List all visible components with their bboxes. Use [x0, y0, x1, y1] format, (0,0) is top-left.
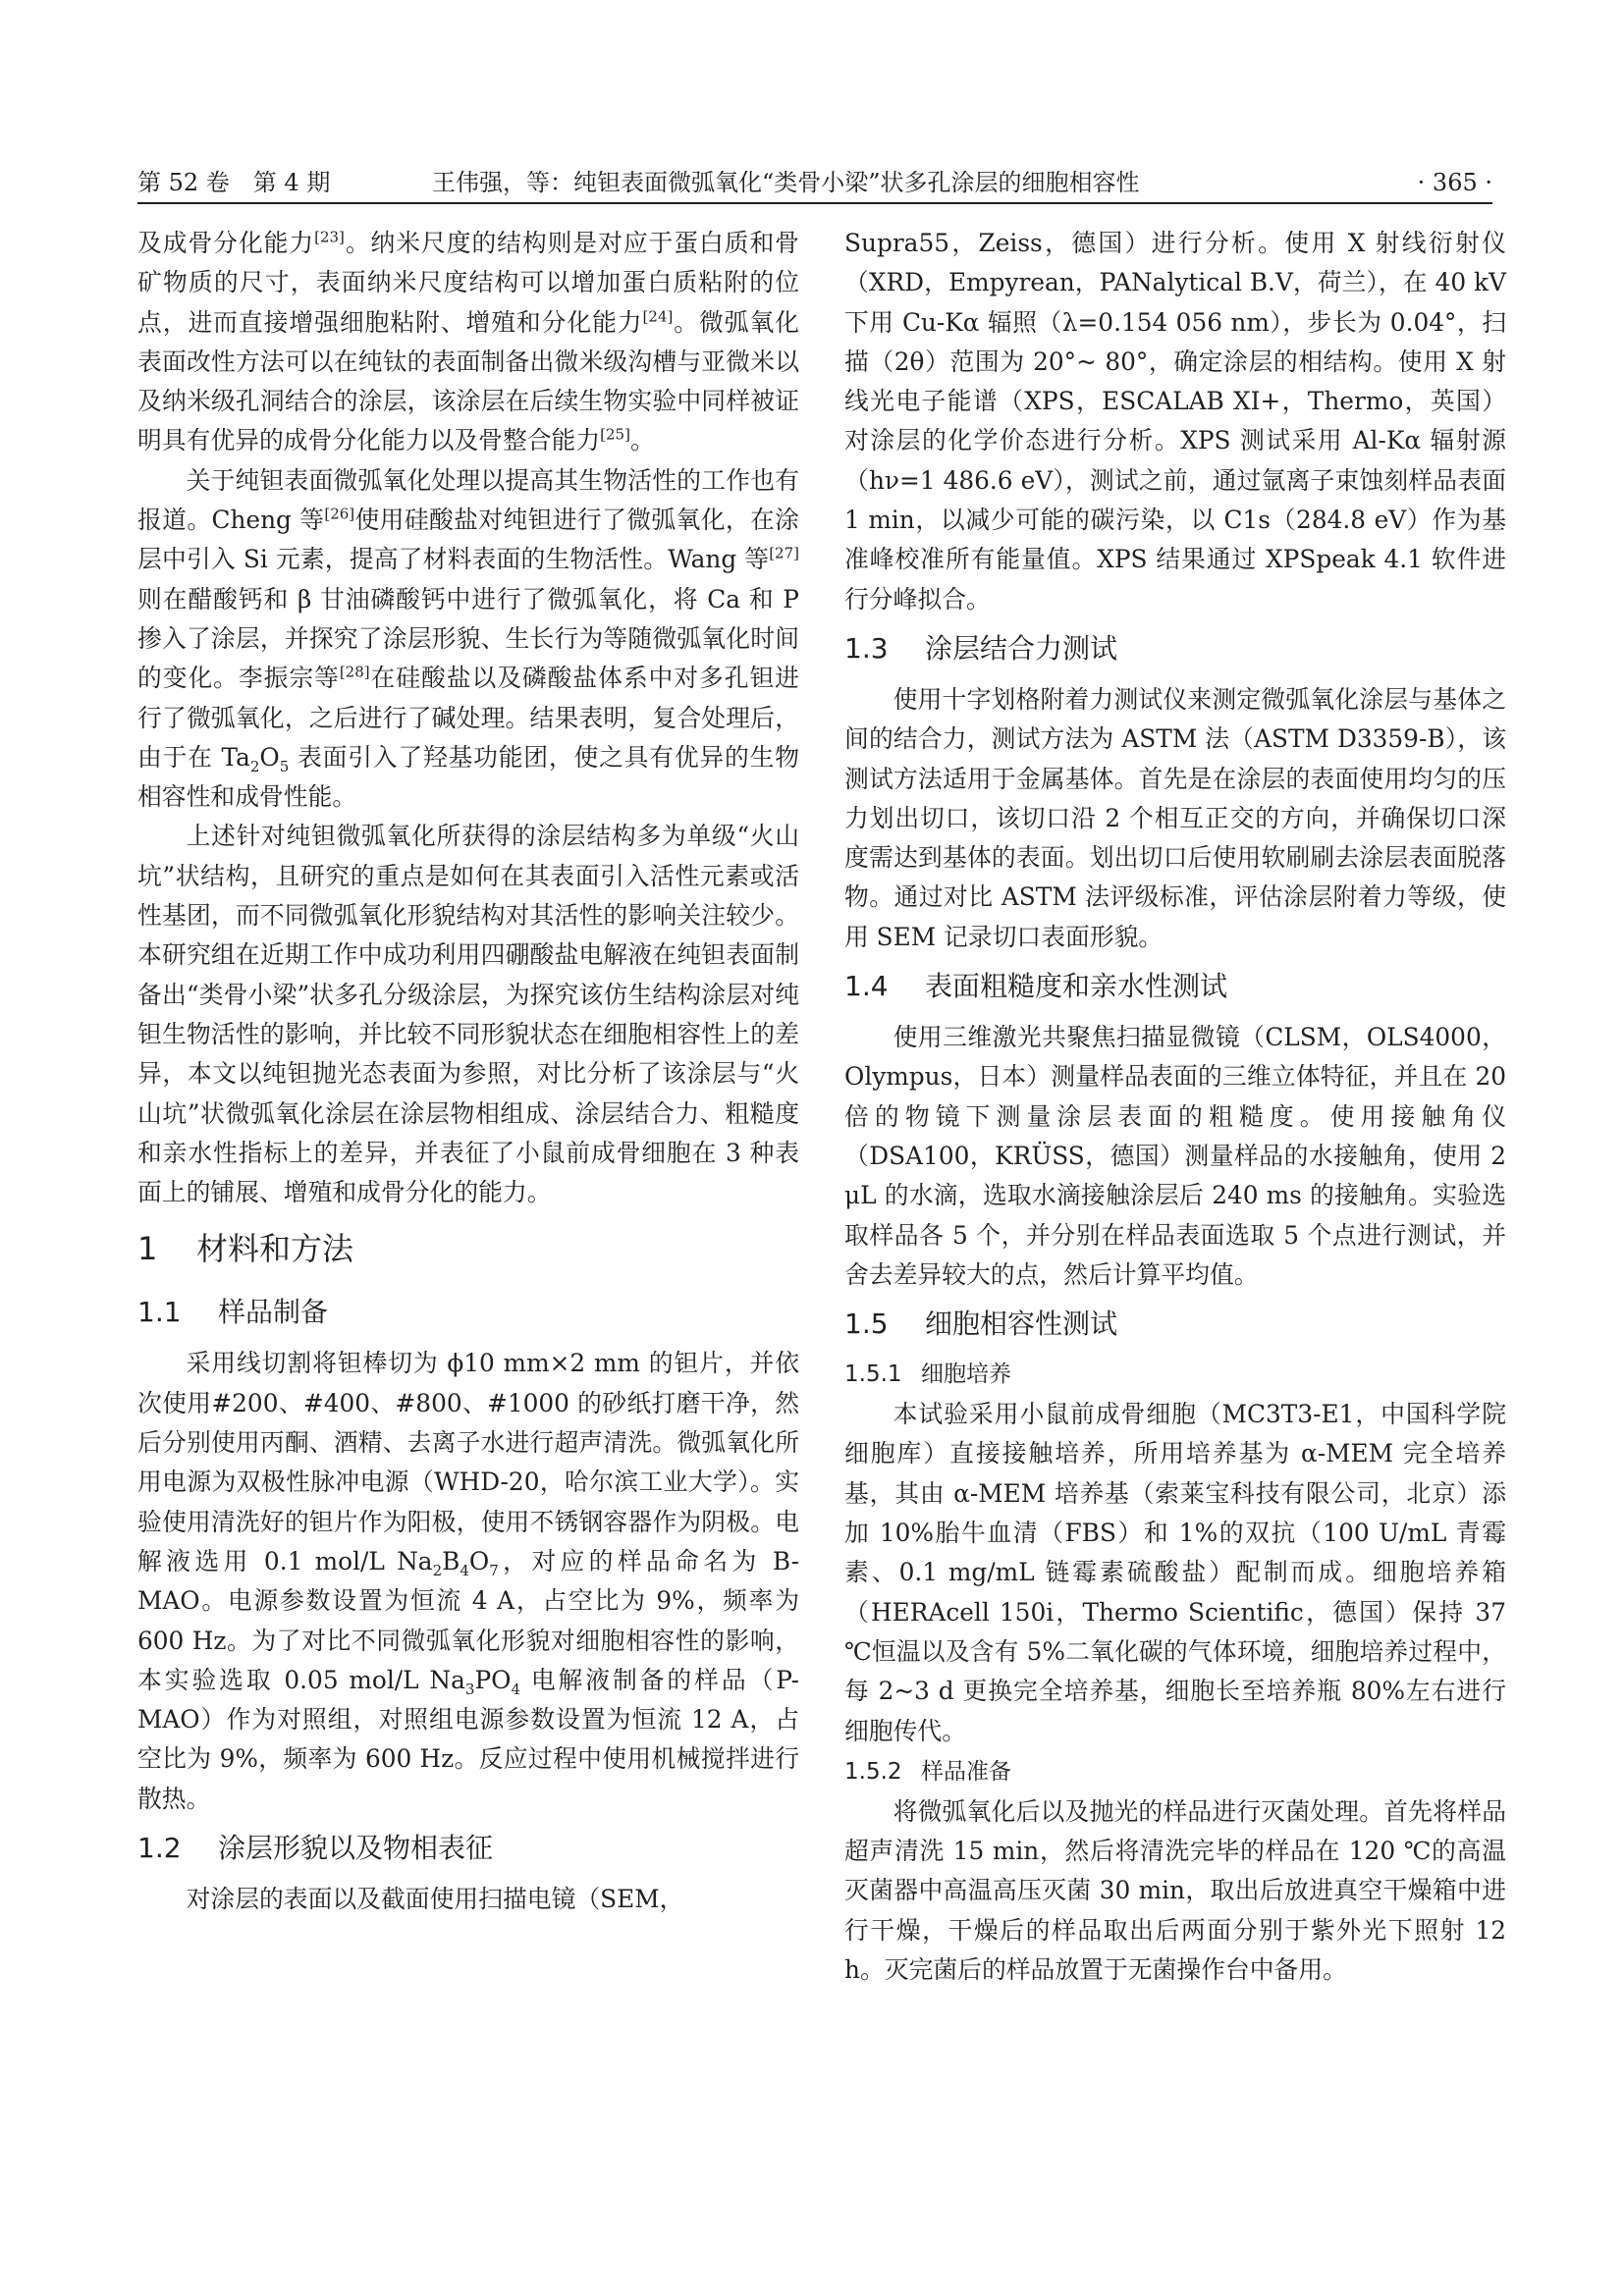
- paragraph: 将微弧氧化后以及抛光的样品进行灭菌处理。首先将样品超声清洗 15 min，然后将清洗完毕的样品在 120 ℃的高温灭菌器中高温高压灭菌 30 min，取出后放进真空干燥箱中进行干燥，干燥后的样品取出后两面分别于紫外光下照射 12 h。灭完菌后的样品放置于无菌操作台中备用。: [844, 1796, 1506, 1984]
- subsection-heading: 1.2 涂层形貌以及物相表征: [137, 1831, 494, 1864]
- subsubsection-heading: 1.5.2 样品准备: [844, 1758, 1011, 1785]
- citation: [25]: [600, 426, 630, 445]
- subsection-heading: 1.3 涂层结合力测试: [844, 631, 1118, 665]
- right-column: [844, 224, 1506, 1990]
- subsection-heading: 1.4 表面粗糙度和亲水性测试: [844, 970, 1228, 1003]
- header-rule: [137, 202, 1492, 204]
- volume-issue: 第 52 卷 第 4 期: [137, 169, 331, 196]
- subsection-heading: 1.1 样品制备: [137, 1296, 329, 1329]
- paragraph: 本试验采用小鼠前成骨细胞（MC3T3-E1，中国科学院细胞库）直接接触培养，所用培养基为 α-MEM 完全培养基，其由 α-MEM 培养基（索莱宝科技有限公司，北京）添加 10%胎牛血清（FBS）和 1%的双抗（100 U/mL 青霉素、0.1 mg/mL 链霉素硫酸盐）配制而成。细胞培养箱（HERAcell 150i，Thermo Scientific，德国）保持 37 ℃恒温以及含有 5%二氧化碳的气体环境，细胞培养过程中，每 2~3 d 更换完全培养基，细胞长至培养瓶 80%左右进行细胞传代。: [844, 1400, 1506, 1745]
- citation: [27]: [769, 545, 799, 563]
- paragraph: 对涂层的表面以及截面使用扫描电镜（SEM，: [186, 1884, 684, 1913]
- citation: [28]: [339, 664, 370, 681]
- citation: [24]: [642, 307, 674, 326]
- paragraph: 使用十字划格附着力测试仪来测定微弧氧化涂层与基体之间的结合力，测试方法为 ASTM 法（ASTM D3359-B），该测试方法适用于金属基体。首先是在涂层的表面使用均匀的压力划出切口，该切口沿 2 个相互正交的方向，并确保切口深度需达到基体的表面。划出切口后使用软刷刷去涂层表面脱落物。通过对比 ASTM 法评级标准，评估涂层附着力等级，使用 SEM 记录切口表面形貌。: [844, 684, 1506, 951]
- citation: [23]: [314, 228, 345, 246]
- paragraph: 关于纯钽表面微弧氧化处理以提高其生物活性的工作也有报道。Cheng 等[26]使用硅酸盐对纯钽进行了微弧氧化，在涂层中引入 Si 元素，提高了材料表面的生物活性。Wang 等[27]则在醋酸钙和 β 甘油磷酸钙中进行了微弧氧化，将 Ca 和 P 掺入了涂层，并探究了涂层形貌、生长行为等随微弧氧化时间的变化。李振宗等[28]在硅酸盐以及磷酸盐体系中对多孔钽进行了微弧氧化，之后进行了碱处理。结果表明，复合处理后，由于在 $Ta_2O_5$ 表面引入了羟基功能团，使之具有优异的生物相容性和成骨性能。: [137, 465, 800, 812]
- left-column: [137, 224, 799, 1919]
- paragraph: 上述针对纯钽微弧氧化所获得的涂层结构多为单级“火山坑”状结构，且研究的重点是如何在其表面引入活性元素或活性基团，而不同微弧氧化形貌结构对其活性的影响关注较少。本研究组在近期工作中成功利用四硼酸盐电解液在纯钽表面制备出“类骨小梁”状多孔分级涂层，为探究该仿生结构涂层对纯钽生物活性的影响，并比较不同形貌状态在细胞相容性上的差异，本文以纯钽抛光态表面为参照，对比分析了该涂层与“火山坑”状微弧氧化涂层在涂层物相组成、涂层结合力、粗糙度和亲水性指标上的差异，并表征了小鼠前成骨细胞在 3 种表面上的铺展、增殖和成骨分化的能力。: [137, 822, 799, 1207]
- page-number: · 365 ·: [1417, 169, 1492, 196]
- citation: [26]: [324, 505, 355, 523]
- paragraph: 及成骨分化能力[23]。纳米尺度的结构则是对应于蛋白质和骨矿物质的尺寸，表面纳米尺度结构可以增加蛋白质粘附的位点，进而直接增强细胞粘附、增殖和分化能力[24]。微弧氧化表面改性方法可以在纯钛的表面制备出微米级沟槽与亚微米以及纳米级孔洞结合的涂层，该涂层在后续生物实验中同样被证明具有优异的成骨分化能力以及骨整合能力[25]。: [137, 228, 799, 455]
- paragraph: Supra55，Zeiss，德国）进行分析。使用 X 射线衍射仪（XRD，Empyrean，PANalytical B.V，荷兰），在 40 kV 下用 Cu-Kα 辐照（λ=0.154 056 nm），步长为 0.04°，扫描（2θ）范围为 20°~ 80°，确定涂层的相结构。使用 X 射线光电子能谱（XPS，ESCALAB XI+，Thermo，英国）对涂层的化学价态进行分析。XPS 测试采用 Al-Kα 辐射源（hν=1 486.6 eV），测试之前，通过氩离子束蚀刻样品表面 1 min，以减少可能的碳污染，以 C1s（284.8 eV）作为基准峰校准所有能量值。XPS 结果通过 XPSpeak 4.1 软件进行分峰拟合。: [844, 229, 1506, 614]
- section-heading: 1 材料和方法: [137, 1230, 354, 1268]
- paragraph: 采用线切割将钽棒切为 ϕ10 mm×2 mm 的钽片，并依次使用#200、#400、#800、#1000 的砂纸打磨干净，然后分别使用丙酮、酒精、去离子水进行超声清洗。微弧氧化所用电源为双极性脉冲电源（WHD-20，哈尔滨工业大学）。实验使用清洗好的钽片作为阳极，使用不锈钢容器作为阴极。电解液选用 0.1 mol/L $Na_2B_4O_7$，对应的样品命名为 B-MAO。电源参数设置为恒流 4 A，占空比为 9%，频率为 600 Hz。为了对比不同微弧氧化形貌对细胞相容性的影响，本实验选取 0.05 mol/L $Na_3PO_4$ 电解液制备的样品（P-MAO）作为对照组，对照组电源参数设置为恒流 12 A，占空比为 9%，频率为 600 Hz。反应过程中使用机械搅拌进行散热。: [137, 1349, 799, 1813]
- subsubsection-heading: 1.5.1 细胞培养: [844, 1362, 1011, 1388]
- subsection-heading: 1.5 细胞相容性测试: [844, 1308, 1118, 1341]
- running-header: [137, 163, 1492, 202]
- paragraph: 使用三维激光共聚焦扫描显微镜（CLSM，OLS4000，Olympus，日本）测量样品表面的三维立体特征，并且在 20 倍的物镜下测量涂层表面的粗糙度。使用接触角仪（DSA100，KRÜSS，德国）测量样品的水接触角，使用 2 μL 的水滴，选取水滴接触涂层后 240 ms 的接触角。实验选取样品各 5 个，并分别在样品表面选取 5 个点进行测试，并舍去差异较大的点，然后计算平均值。: [844, 1023, 1506, 1289]
- running-title: 王伟强，等：纯钽表面微弧氧化“类骨小梁”状多孔涂层的细胞相容性: [432, 169, 1140, 196]
